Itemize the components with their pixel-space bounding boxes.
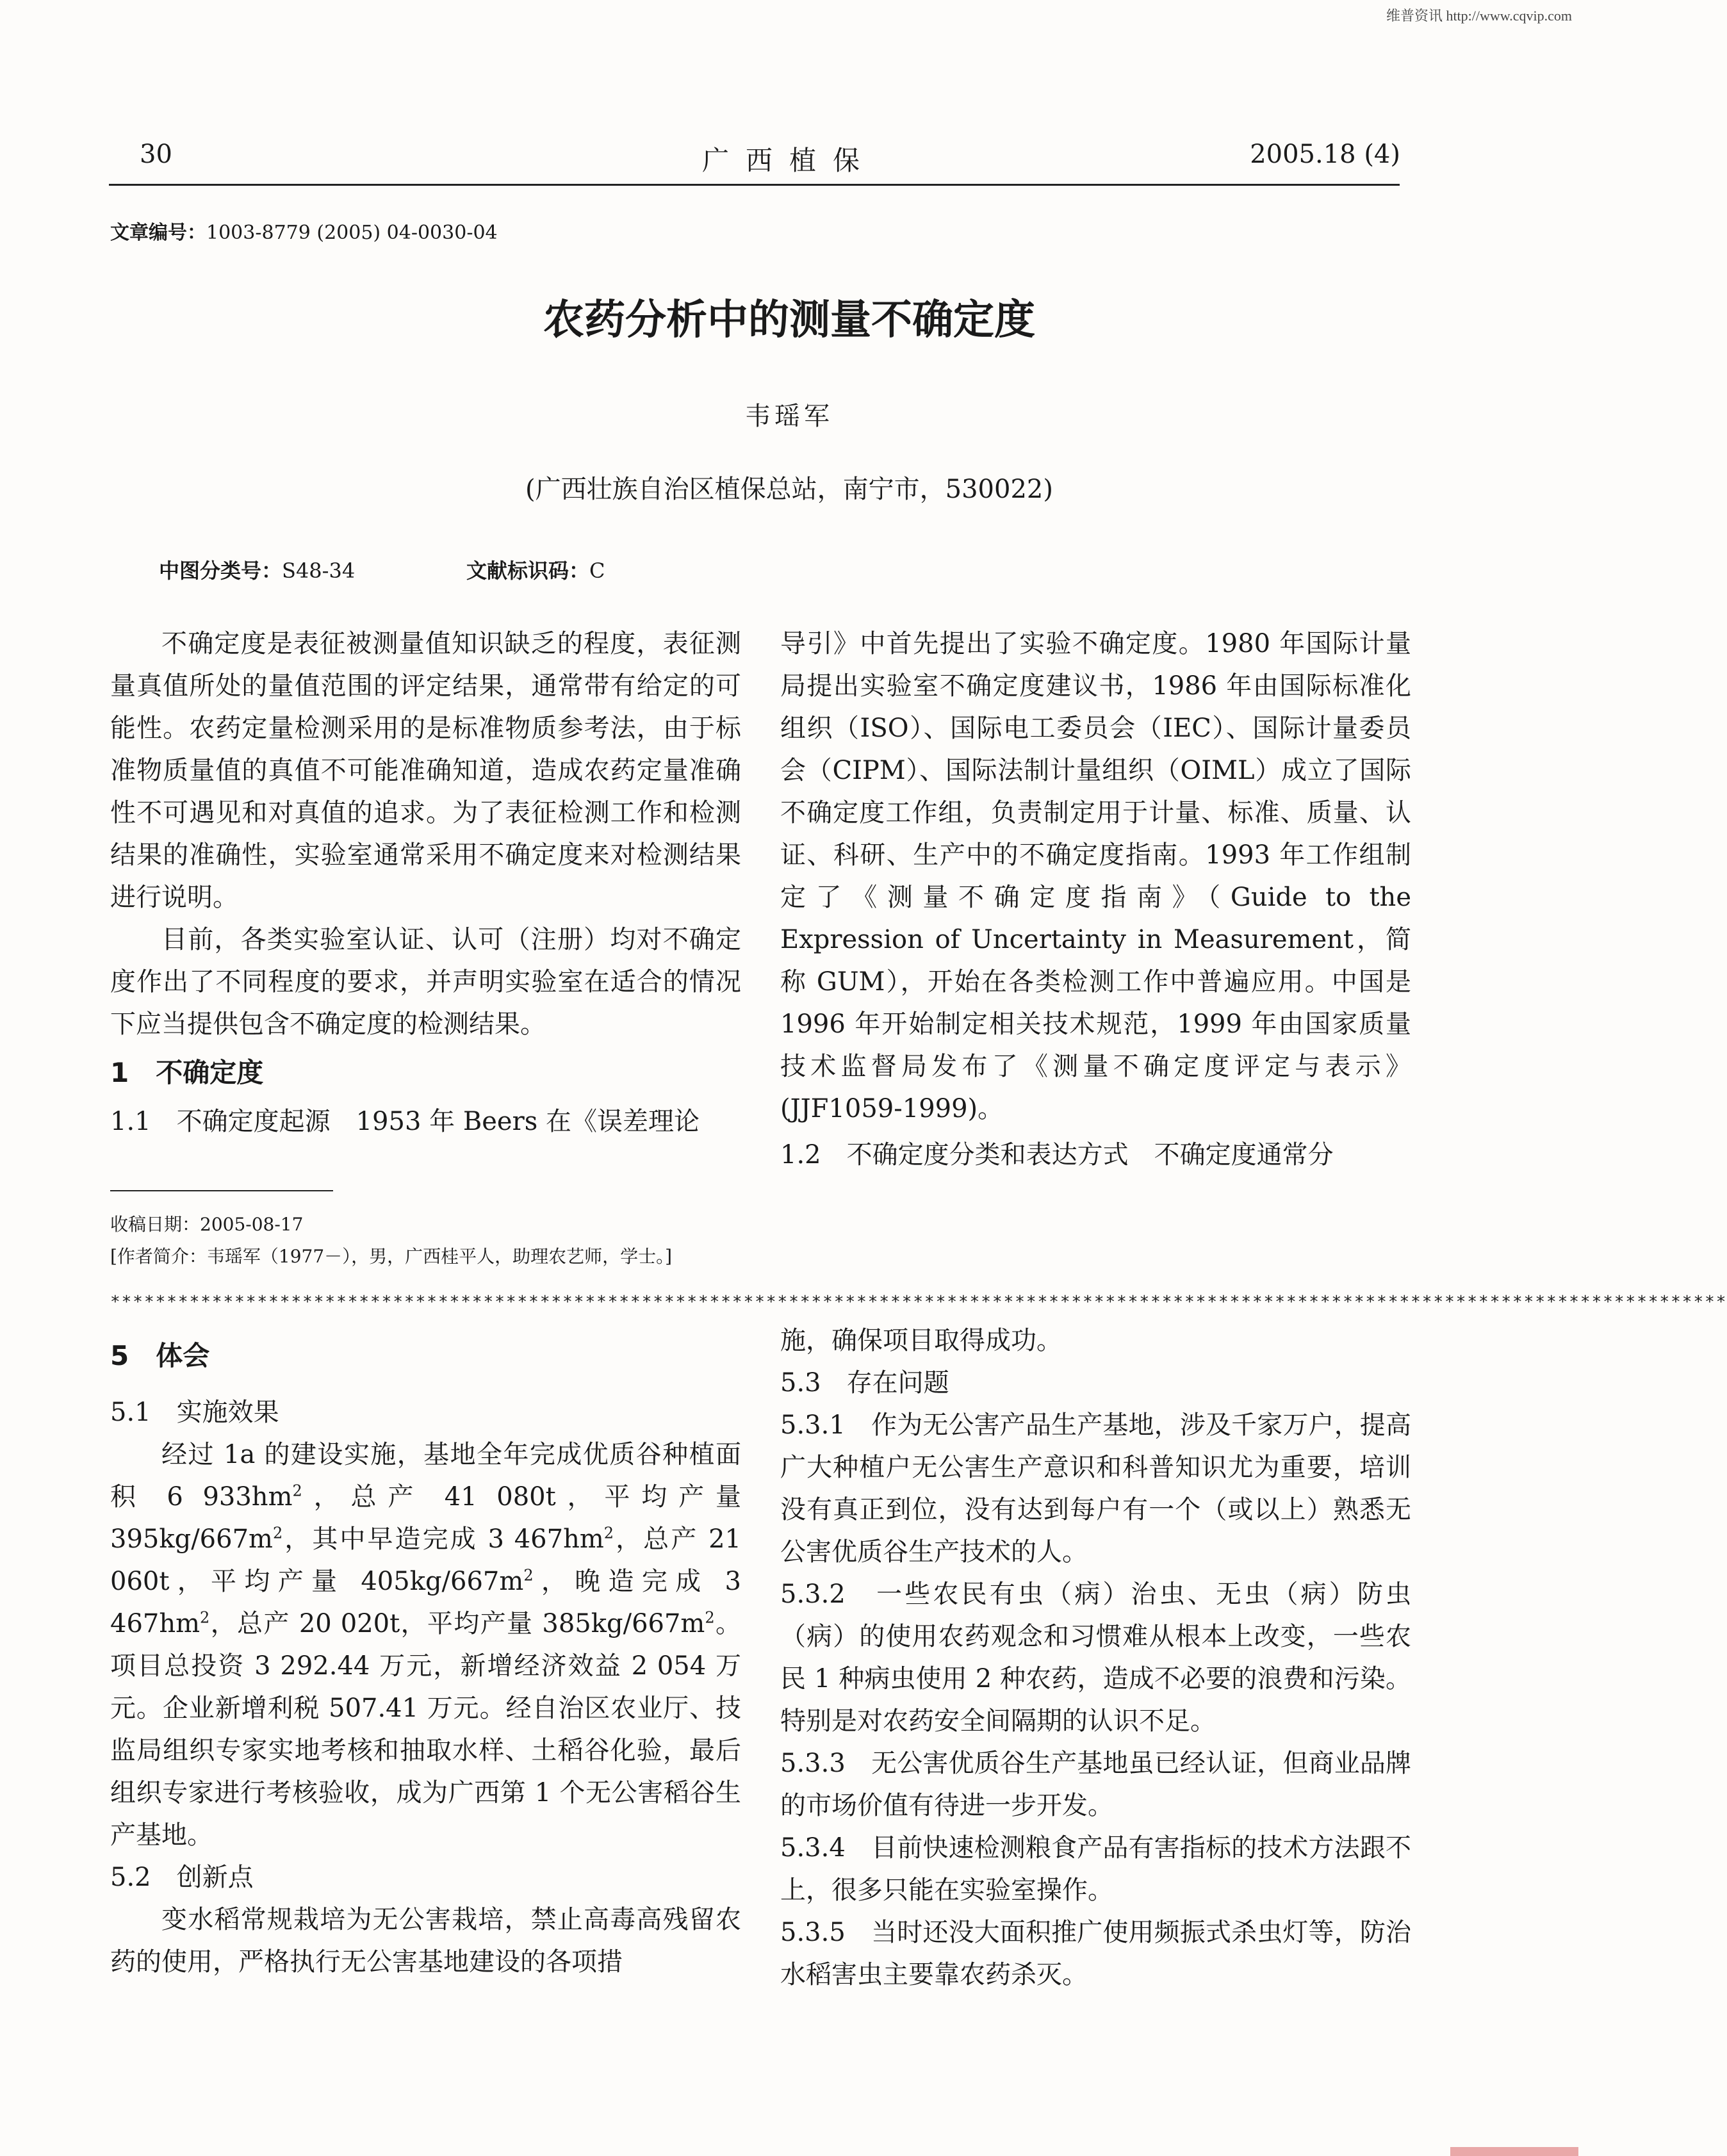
- problem-5-3-3: 5.3.3 无公害优质谷生产基地虽已经认证，但商业品牌的市场价值有待进一步开发。: [780, 1749, 1411, 1820]
- innovation-paragraph: 变水稻常规栽培为无公害栽培，禁止高毒高残留农药的使用，严格执行无公害基地建设的各项措: [110, 1905, 741, 1977]
- continued-paragraph: 施，确保项目取得成功。: [780, 1326, 1062, 1355]
- history-paragraph: 导引》中首先提出了实验不确定度。1980 年国际计量局提出实验室不确定度建议书，1986 年由国际标准化组织（ISO）、国际电工委员会（IEC）、国际计量委员会（CIPM）、国际法制计量组织（OIML）成立了国际不确定度工作组，负责制定用于计量、标准、质量、认证、科研、生产中的不确定度指南。1993 年工作组制定了《测量不确定度指南》（Guide to the Expression of Uncertainty in Measurement，简称 GUM），开始在各类检测工作中普遍应用。中国是 1996 年开始制定相关技术规范，1999 年由国家质量技术监督局发布了《测量不确定度评定与表示》(JJF1059-1999)。: [780, 629, 1411, 1123]
- classification-label: 中图分类号：: [159, 559, 282, 583]
- author: 韦瑶军: [745, 402, 833, 431]
- subsection-1-1: 1.1 不确定度起源 1953 年 Beers 在《误差理论: [110, 1107, 700, 1136]
- article-number-value: 1003-8779 (2005) 04-0030-04: [206, 222, 498, 244]
- document-code-label: 文献标识码：: [466, 559, 590, 583]
- section-heading-5: 5 体会: [110, 1340, 210, 1371]
- subsection-1-2: 1.2 不确定度分类和表达方式 不确定度通常分: [780, 1140, 1334, 1170]
- problem-5-3-5: 5.3.5 当时还没大面积推广使用频振式杀虫灯等，防治水稻害虫主要靠农药杀灭。: [780, 1918, 1411, 1989]
- article-number-label: 文章编号：: [110, 222, 206, 244]
- article-separator: ***********************************************************************************************************************************************: [110, 1293, 1727, 1312]
- subsection-5-3: 5.3 存在问题: [780, 1368, 949, 1398]
- issue-info: 2005.18 (4): [1250, 140, 1400, 169]
- page-number: 30: [140, 140, 172, 169]
- affiliation: (广西壮族自治区植保总站，南宁市，530022): [525, 475, 1053, 504]
- problem-5-3-2: 5.3.2 一些农民有虫（病）治虫、无虫（病）防虫（病）的使用农药观念和习惯难从根本上改变，一些农民 1 种病虫使用 2 种农药，造成不必要的浪费和污染。特别是对农药安全间隔期的认识不足。: [780, 1580, 1411, 1736]
- subsection-5-1: 5.1 实施效果: [110, 1398, 279, 1427]
- received-date: 收稿日期：2005-08-17: [110, 1214, 304, 1235]
- document-code: [466, 555, 605, 584]
- header-rule: [109, 184, 1400, 186]
- article-number: [110, 216, 498, 245]
- subsection-5-2: 5.2 创新点: [110, 1863, 254, 1892]
- intro-paragraph: 不确定度是表征被测量值知识缺乏的程度，表征测量真值所处的量值范围的评定结果，通常带有给定的可能性。农药定量检测采用的是标准物质参考法，由于标准物质量值的真值不可能准确知道，造成农药定量准确性不可遇见和对真值的追求。为了表征检测工作和检测结果的准确性，实验室通常采用不确定度来对检测结果进行说明。: [110, 629, 741, 912]
- corner-stamp: [1450, 2147, 1578, 2156]
- classification: [159, 555, 355, 584]
- author-bio: [作者简介：韦瑶军（1977－），男，广西桂平人，助理农艺师，学士。]: [110, 1246, 673, 1267]
- problem-5-3-4: 5.3.4 目前快速检测粮食产品有害指标的技术方法跟不上，很多只能在实验室操作。: [780, 1833, 1411, 1905]
- section-heading-1: 1 不确定度: [110, 1057, 264, 1088]
- journal-name: 广西植保: [701, 145, 876, 176]
- right-column: [780, 623, 1411, 1176]
- article-title: 农药分析中的测量不确定度: [543, 297, 1035, 344]
- lower-left-column: [110, 1334, 741, 1983]
- lower-right-column: [780, 1319, 1411, 1996]
- left-column: [110, 623, 741, 1143]
- document-code-value: C: [589, 559, 605, 583]
- footnote-rule: [110, 1190, 333, 1191]
- requirement-paragraph: 目前，各类实验室认证、认可（注册）均对不确定度作出了不同程度的要求，并声明实验室在适合的情况下应当提供包含不确定度的检测结果。: [110, 925, 741, 1039]
- problem-5-3-1: 5.3.1 作为无公害产品生产基地，涉及千家万户，提高广大种植户无公害生产意识和科普知识尤为重要，培训没有真正到位，没有达到每户有一个（或以上）熟悉无公害优质谷生产技术的人。: [780, 1410, 1411, 1567]
- results-paragraph: 经过 1a 的建设实施，基地全年完成优质谷种植面积 6 $933hm^2$，总产 41 080t，平均产量 $395kg/667m^2$，其中早造完成 3 $467hm^2$，总产 21 060t，平均产量 $405kg/667m^2$，晚造完成 3 $467hm^2$，总产 20 020t，平均产量 $385kg/667m^2$。项目总投资 3 292.44 万元，新增经济效益 2 054 万元。企业新增利税 507.41 万元。经自治区农业厅、技监局组织专家实地考核和抽取水样、土稻谷化验，最后组织专家进行考核验收，成为广西第 1 个无公害稻谷生产基地。: [110, 1440, 741, 1850]
- classification-value: S48-34: [282, 559, 356, 583]
- watermark: 维普资讯 http://www.cqvip.com: [1386, 8, 1572, 24]
